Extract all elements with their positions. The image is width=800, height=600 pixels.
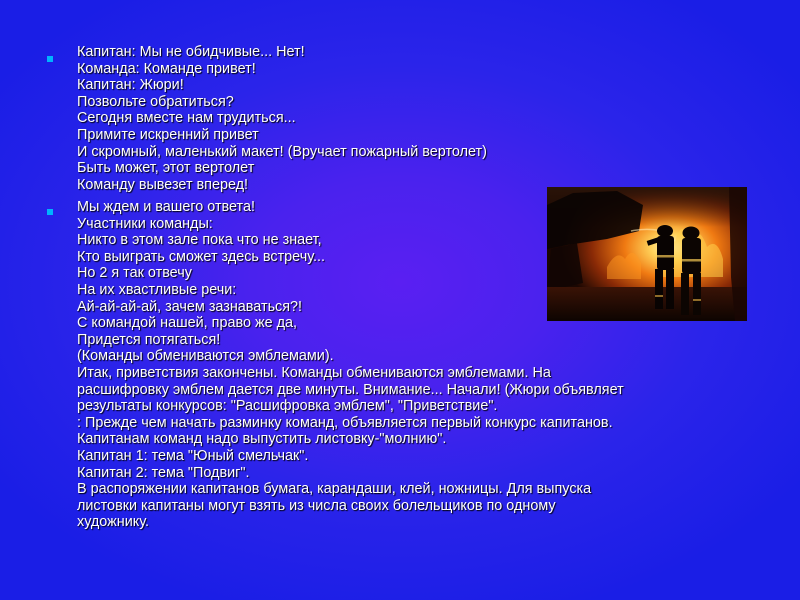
text-line: Капитан 2: тема "Подвиг". bbox=[77, 464, 250, 481]
text-line: Сегодня вместе нам трудиться... bbox=[77, 110, 296, 127]
text-line: Придется потягаться! bbox=[77, 331, 221, 348]
text-line: Капитан 1: тема "Юный смельчак". bbox=[77, 447, 309, 464]
text-line: Примите искренний привет bbox=[77, 126, 259, 143]
text-line: Кто выиграть сможет здесь встречу... bbox=[77, 248, 325, 265]
bullet-2 bbox=[47, 209, 53, 215]
text-line: Ай-ай-ай-ай, зачем зазнаваться?! bbox=[77, 298, 303, 315]
text-line: Позвольте обратиться? bbox=[77, 93, 234, 110]
text-line: Итак, приветствия закончены. Команды обмениваются эмблемами. На bbox=[77, 364, 551, 381]
text-line: Капитанам команд надо выпустить листовку-"молнию". bbox=[77, 431, 447, 448]
text-line: листовки капитаны могут взять из числа своих болельщиков по одному bbox=[77, 497, 556, 514]
text-line: расшифровку эмблем дается две минуты. Внимание... Начали! (Жюри объявляет bbox=[77, 381, 624, 398]
text-line: художнику. bbox=[77, 514, 149, 531]
text-line: Команду вывезет вперед! bbox=[77, 176, 249, 193]
text-line: (Команды обмениваются эмблемами). bbox=[77, 348, 334, 365]
text-line: Участники команды: bbox=[77, 215, 213, 232]
text-line: : Прежде чем начать разминку команд, объявляется первый конкурс капитанов. bbox=[77, 414, 613, 431]
bullet-1 bbox=[47, 56, 53, 62]
firefighters-photo bbox=[547, 187, 747, 321]
text-line: Капитан: Жюри! bbox=[77, 77, 184, 94]
text-line: Но 2 я так отвечу bbox=[77, 265, 192, 282]
text-line: На их хвастливые речи: bbox=[77, 281, 237, 298]
text-line: Быть может, этот вертолет bbox=[77, 160, 255, 177]
text-line: Никто в этом зале пока что не знает, bbox=[77, 232, 322, 249]
paragraph-1 bbox=[77, 44, 777, 193]
text-line: Мы ждем и вашего ответа! bbox=[77, 199, 255, 215]
text-line: Капитан: Мы не обидчивые... Нет! bbox=[77, 44, 305, 60]
text-line: результаты конкурсов: "Расшифровка эмблем", "Приветствие". bbox=[77, 398, 498, 415]
text-line: Команда: Команде привет! bbox=[77, 60, 256, 77]
text-line: И скромный, маленький макет! (Вручает пожарный вертолет) bbox=[77, 143, 487, 160]
text-line: С командой нашей, право же да, bbox=[77, 315, 297, 332]
text-line: В распоряжении капитанов бумага, карандаши, клей, ножницы. Для выпуска bbox=[77, 481, 592, 498]
